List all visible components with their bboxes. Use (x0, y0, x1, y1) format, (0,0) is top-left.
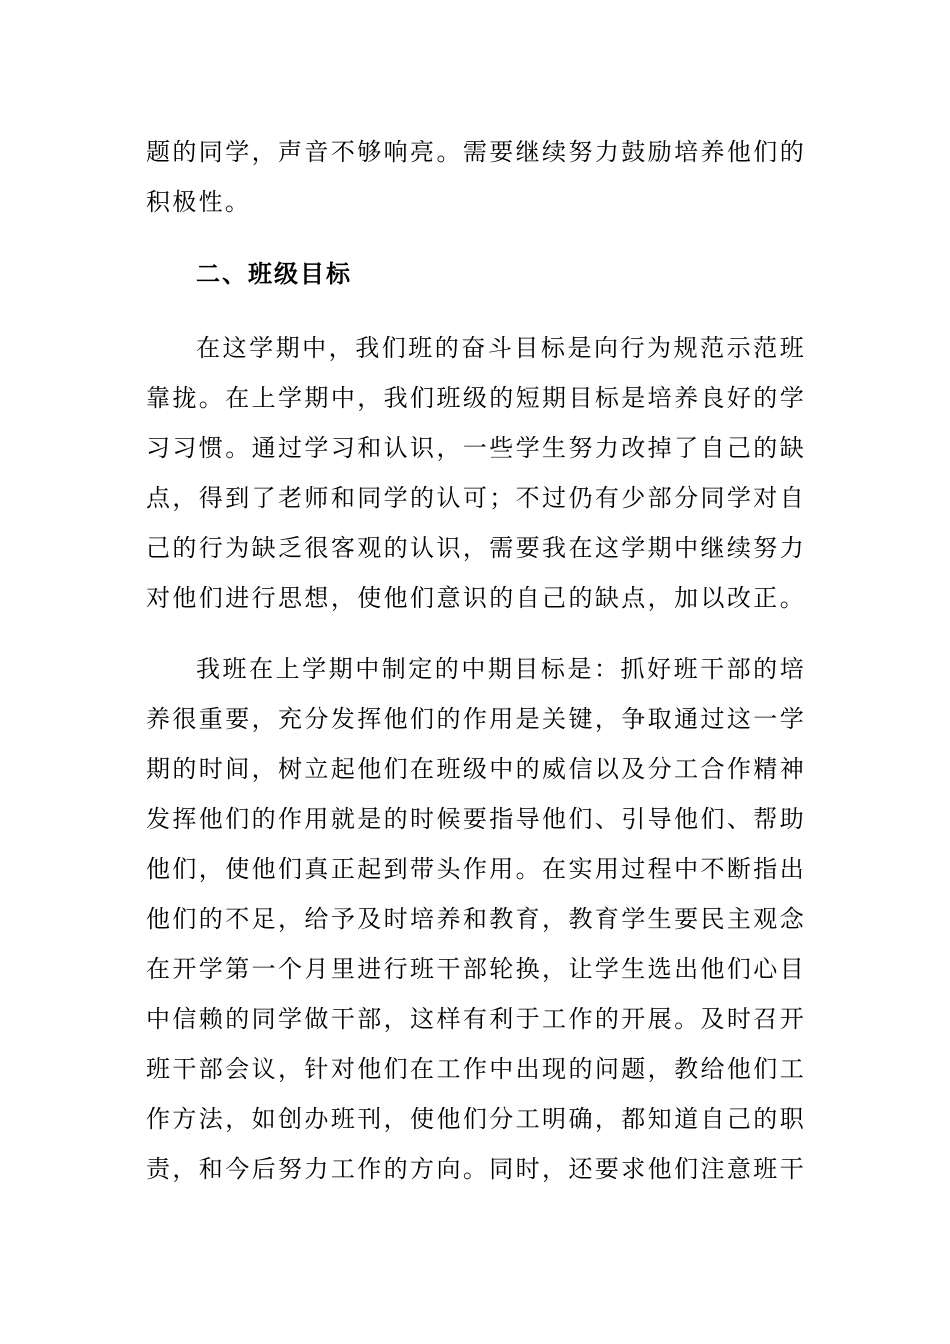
paragraph2-line-2: 养很重要，充分发挥他们的作用是关键，争取通过这一学 (146, 705, 806, 733)
paragraph1-line-5: 己的行为缺乏很客观的认识，需要我在这学期中继续努力 (146, 534, 806, 562)
section-heading: 二、班级目标 (196, 260, 352, 288)
paragraph2-line-4: 发挥他们的作用就是的时候要指导他们、引导他们、帮助 (146, 805, 806, 833)
intro-line-1: 题的同学，声音不够响亮。需要继续努力鼓励培养他们的 (146, 138, 806, 166)
paragraph2-line-7: 在开学第一个月里进行班干部轮换，让学生选出他们心目 (146, 955, 806, 983)
paragraph2-line-8: 中信赖的同学做干部，这样有利于工作的开展。及时召开 (146, 1005, 806, 1033)
paragraph2-line-6: 他们的不足，给予及时培养和教育，教育学生要民主观念 (146, 905, 806, 933)
paragraph1-line-4: 点，得到了老师和同学的认可；不过仍有少部分同学对自 (146, 484, 806, 512)
paragraph1-line-6: 对他们进行思想，使他们意识的自己的缺点，加以改正。 (146, 584, 806, 612)
paragraph1-line-1: 在这学期中，我们班的奋斗目标是向行为规范示范班 (196, 334, 806, 362)
paragraph2-line-5: 他们，使他们真正起到带头作用。在实用过程中不断指出 (146, 855, 806, 883)
paragraph1-line-3: 习习惯。通过学习和认识，一些学生努力改掉了自己的缺 (146, 434, 806, 462)
paragraph2-line-1: 我班在上学期中制定的中期目标是：抓好班干部的培 (196, 655, 806, 683)
paragraph2-line-11: 责，和今后努力工作的方向。同时，还要求他们注意班干 (146, 1155, 806, 1183)
paragraph2-line-3: 期的时间，树立起他们在班级中的威信以及分工合作精神 (146, 755, 806, 783)
intro-line-2: 积极性。 (146, 188, 252, 216)
paragraph1-line-2: 靠拢。在上学期中，我们班级的短期目标是培养良好的学 (146, 384, 806, 412)
paragraph2-line-10: 作方法，如创办班刊，使他们分工明确，都知道自己的职 (146, 1105, 806, 1133)
paragraph2-line-9: 班干部会议，针对他们在工作中出现的问题，教给他们工 (146, 1055, 806, 1083)
